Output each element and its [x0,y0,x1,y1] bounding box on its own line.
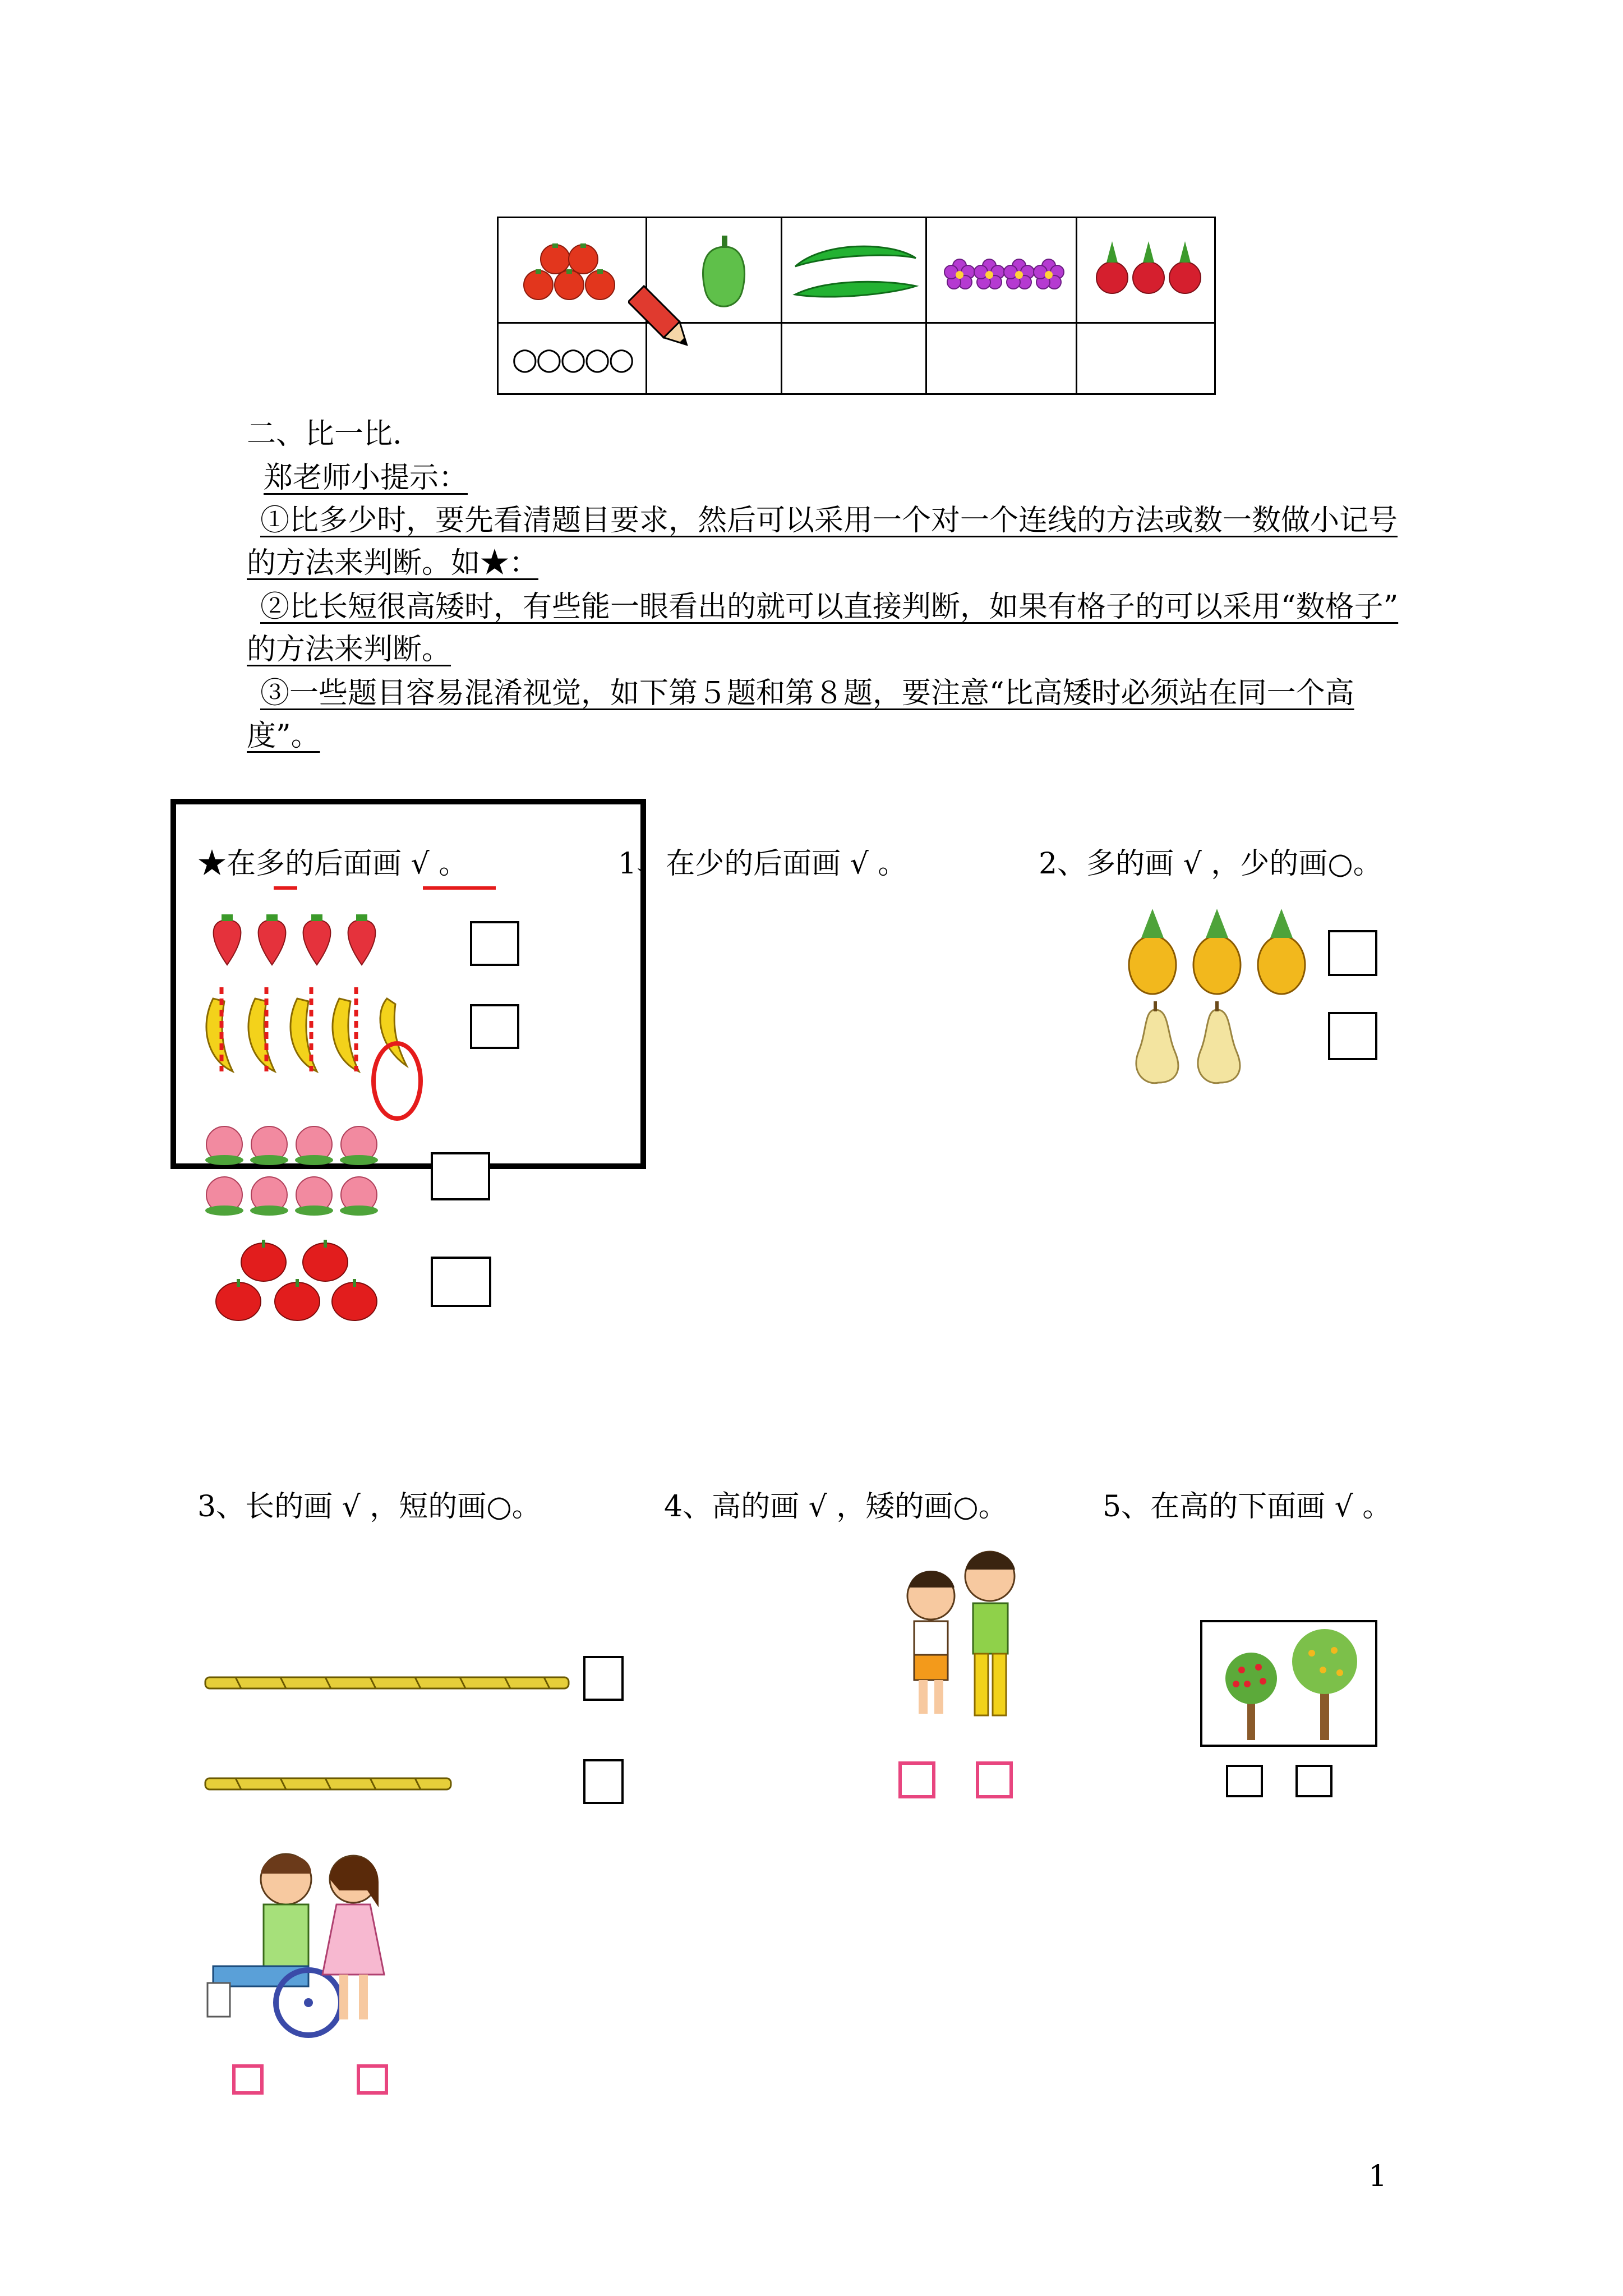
question-1: 1、在少的后面画 √ 。 [618,847,907,881]
tip-1-line-2: 的方法来判断。如★： [247,546,539,580]
section-title: 二、比一比. [247,417,402,451]
answer-box[interactable] [583,1759,624,1804]
answer-box[interactable] [1328,930,1377,976]
pencil-icon [628,283,695,356]
pineapples-icon [1122,903,1312,999]
answer-box[interactable] [470,1004,519,1049]
cucumbers-icon [784,219,924,320]
tip-1-line-1: ①比多少时，要先看清题目要求，然后可以采用一个对一个连线的方法或数一数做小记号 [260,504,1398,537]
trees-frame [1200,1620,1377,1747]
pink-answer-box[interactable] [898,1761,935,1798]
tip-3-line-1: ③一些题目容易混淆视觉，如下第５题和第８题，要注意“比高矮时必须站在同一个高 [260,677,1354,710]
red-underline [423,886,496,890]
strawberries-icon [202,909,409,970]
red-underline [274,886,297,890]
table-cell [1077,218,1215,323]
tip-2-line-1: ②比长短很高矮时，有些能一眼看出的就可以直接判断，如果有格子的可以采用“数格子” [260,590,1399,624]
answer-box[interactable] [1226,1765,1263,1797]
question-4: 4、高的画 √ ，矮的画○。 [664,1490,1008,1524]
table-cell [782,218,926,323]
table-cell [498,218,647,323]
answer-cell[interactable] [782,323,926,394]
answer-box[interactable] [583,1656,624,1701]
peaches-icon [196,1116,409,1228]
red-circle-mark [371,1041,423,1121]
table-cell [926,218,1077,323]
tips-title: 郑老师小提示： [264,461,468,495]
wheelchair-children-icon [196,1840,432,2059]
tip-3-line-2: 度”。 [247,719,320,753]
apples-icon [208,1234,387,1324]
tip-2-line-2: 的方法来判断。 [247,633,451,666]
example-instruction: ★在多的后面画 √ 。 [197,847,468,881]
tomatoes-icon [505,219,639,320]
answer-box[interactable] [1328,1012,1377,1060]
short-rope-icon [202,1773,454,1795]
pink-answer-box[interactable] [232,2064,264,2095]
flowers-icon [932,219,1072,320]
pink-answer-box[interactable] [357,2064,388,2095]
two-boys-icon [892,1543,1038,1733]
pears-icon [1127,999,1262,1088]
answer-box[interactable] [431,1152,490,1200]
long-rope-icon [202,1672,572,1694]
answer-cell[interactable] [926,323,1077,394]
question-3: 3、长的画 √ ，短的画○。 [197,1490,541,1524]
answer-box[interactable] [431,1257,491,1307]
answer-cell[interactable] [1077,323,1215,394]
question-5: 5、在高的下面画 √ 。 [1103,1490,1392,1524]
answer-box[interactable] [470,921,519,966]
trees-icon [1202,1622,1375,1745]
vegetable-table [497,217,1216,395]
circles-cell: ○○○○○ [498,323,647,394]
pink-answer-box[interactable] [976,1761,1013,1798]
answer-box[interactable] [1295,1765,1332,1797]
question-2: 2、多的画 √ ，少的画○。 [1039,847,1382,881]
page-number: 1 [1368,2160,1387,2193]
radishes-icon [1078,219,1213,320]
matching-dotted-lines [213,987,381,1071]
